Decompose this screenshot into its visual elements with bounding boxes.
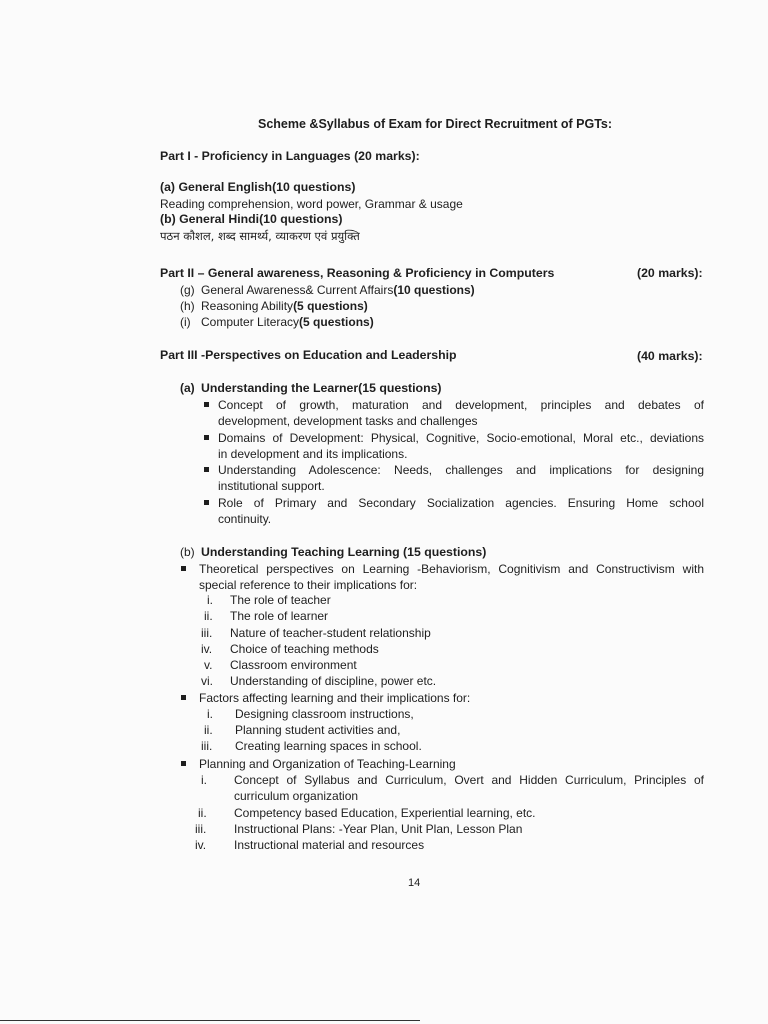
part3-marks: (40 marks): bbox=[637, 349, 703, 363]
part2-item-mark: (h) bbox=[180, 299, 195, 313]
roman-numeral: iv. bbox=[195, 838, 207, 852]
bullet-icon bbox=[181, 566, 186, 571]
roman-numeral: vi. bbox=[201, 674, 213, 688]
roman-numeral: iii. bbox=[195, 822, 207, 836]
roman-numeral: i. bbox=[207, 707, 213, 721]
roman-item: Planning student activities and, bbox=[235, 723, 401, 737]
roman-numeral: iv. bbox=[201, 642, 213, 656]
bullet-icon bbox=[204, 467, 209, 472]
roman-item: Choice of teaching methods bbox=[230, 642, 379, 656]
part2-item-text: General Awareness& Current Affairs bbox=[201, 283, 394, 297]
roman-item: Concept of Syllabus and Curriculum, Overt and Hidden Curriculum, Principles of bbox=[234, 773, 704, 787]
roman-item: The role of learner bbox=[230, 609, 329, 623]
teaching-bullet1-line1: Theoretical perspectives on Learning -Behaviorism, Cognitivism and Constructivism with bbox=[199, 562, 704, 576]
part1-a-text: Reading comprehension, word power, Grammar & usage bbox=[160, 197, 463, 211]
roman-item: Nature of teacher-student relationship bbox=[230, 626, 431, 640]
part3-a-label: (a) bbox=[180, 381, 195, 395]
part3-a-title: Understanding the Learner(15 questions) bbox=[201, 381, 442, 395]
part2-item-questions: (5 questions) bbox=[299, 315, 374, 329]
roman-numeral: iii. bbox=[201, 626, 213, 640]
bullet-icon bbox=[204, 435, 209, 440]
learner-bullet-line2: in development and its implications. bbox=[218, 447, 408, 461]
part3-b-title: Understanding Teaching Learning (15 questions) bbox=[201, 545, 487, 559]
learner-bullet-line2: development, development tasks and challenges bbox=[218, 414, 478, 428]
part2-marks: (20 marks): bbox=[637, 266, 703, 280]
learner-bullet-line1: Concept of growth, maturation and development, principles and debates of bbox=[218, 398, 704, 412]
part3-heading: Part III -Perspectives on Education and Leadership bbox=[160, 348, 457, 362]
learner-bullet-line1: Understanding Adolescence: Needs, challenges and implications for designing bbox=[218, 463, 704, 477]
teaching-bullet1-line2: special reference to their implications for: bbox=[199, 578, 418, 592]
roman-numeral: ii. bbox=[198, 806, 207, 820]
part2-item bbox=[201, 283, 475, 297]
roman-item: Instructional material and resources bbox=[234, 838, 425, 852]
part2-item-questions: (10 questions) bbox=[393, 283, 475, 297]
teaching-bullet2: Factors affecting learning and their implications for: bbox=[199, 691, 471, 705]
roman-item: The role of teacher bbox=[230, 593, 331, 607]
footer-rule bbox=[0, 1020, 420, 1021]
roman-numeral: iii. bbox=[201, 739, 213, 753]
bullet-icon bbox=[181, 695, 186, 700]
learner-bullet-line2: institutional support. bbox=[218, 479, 325, 493]
roman-numeral: i. bbox=[201, 773, 207, 787]
part2-item-mark: (i) bbox=[180, 315, 191, 329]
part2-item-mark: (g) bbox=[180, 283, 195, 297]
roman-numeral: i. bbox=[207, 593, 213, 607]
part2-item bbox=[201, 299, 368, 313]
page-number: 14 bbox=[408, 877, 421, 889]
page-title: Scheme &Syllabus of Exam for Direct Recruitment of PGTs: bbox=[258, 117, 613, 131]
part2-item-questions: (5 questions) bbox=[293, 299, 368, 313]
roman-item: Creating learning spaces in school. bbox=[235, 739, 422, 753]
part2-item-text: Computer Literacy bbox=[201, 315, 300, 329]
roman-item: Classroom environment bbox=[230, 658, 357, 672]
roman-numeral: ii. bbox=[204, 609, 213, 623]
learner-bullet-line1: Role of Primary and Secondary Socialization agencies. Ensuring Home school bbox=[218, 496, 704, 510]
roman-item: Designing classroom instructions, bbox=[235, 707, 414, 721]
roman-numeral: v. bbox=[204, 658, 213, 672]
roman-item: Competency based Education, Experiential learning, etc. bbox=[234, 806, 536, 820]
part1-a-label: (a) General English(10 questions) bbox=[160, 180, 356, 194]
bullet-icon bbox=[204, 402, 209, 407]
part3-b-label: (b) bbox=[180, 545, 195, 559]
learner-bullet-line1: Domains of Development: Physical, Cognitive, Socio-emotional, Moral etc., deviations bbox=[218, 431, 704, 445]
roman-item-continued: curriculum organization bbox=[234, 789, 359, 803]
bullet-icon bbox=[204, 500, 209, 505]
part1-b-label: (b) General Hindi(10 questions) bbox=[160, 212, 343, 226]
bullet-icon bbox=[181, 761, 186, 766]
part2-item-text: Reasoning Ability bbox=[201, 299, 294, 313]
part1-b-text: पठन कौशल, शब्द सामर्थ्य, व्याकरण एवं प्रयुक्ति bbox=[160, 229, 360, 243]
roman-item: Instructional Plans: -Year Plan, Unit Plan, Lesson Plan bbox=[234, 822, 523, 836]
part2-heading: Part II – General awareness, Reasoning & Proficiency in Computers bbox=[160, 266, 555, 280]
teaching-bullet3: Planning and Organization of Teaching-Learning bbox=[199, 757, 456, 771]
roman-item: Understanding of discipline, power etc. bbox=[230, 674, 437, 688]
learner-bullet-line2: continuity. bbox=[218, 512, 272, 526]
part2-item bbox=[201, 315, 374, 329]
roman-numeral: ii. bbox=[204, 723, 213, 737]
part1-heading: Part I - Proficiency in Languages (20 marks): bbox=[160, 149, 420, 163]
